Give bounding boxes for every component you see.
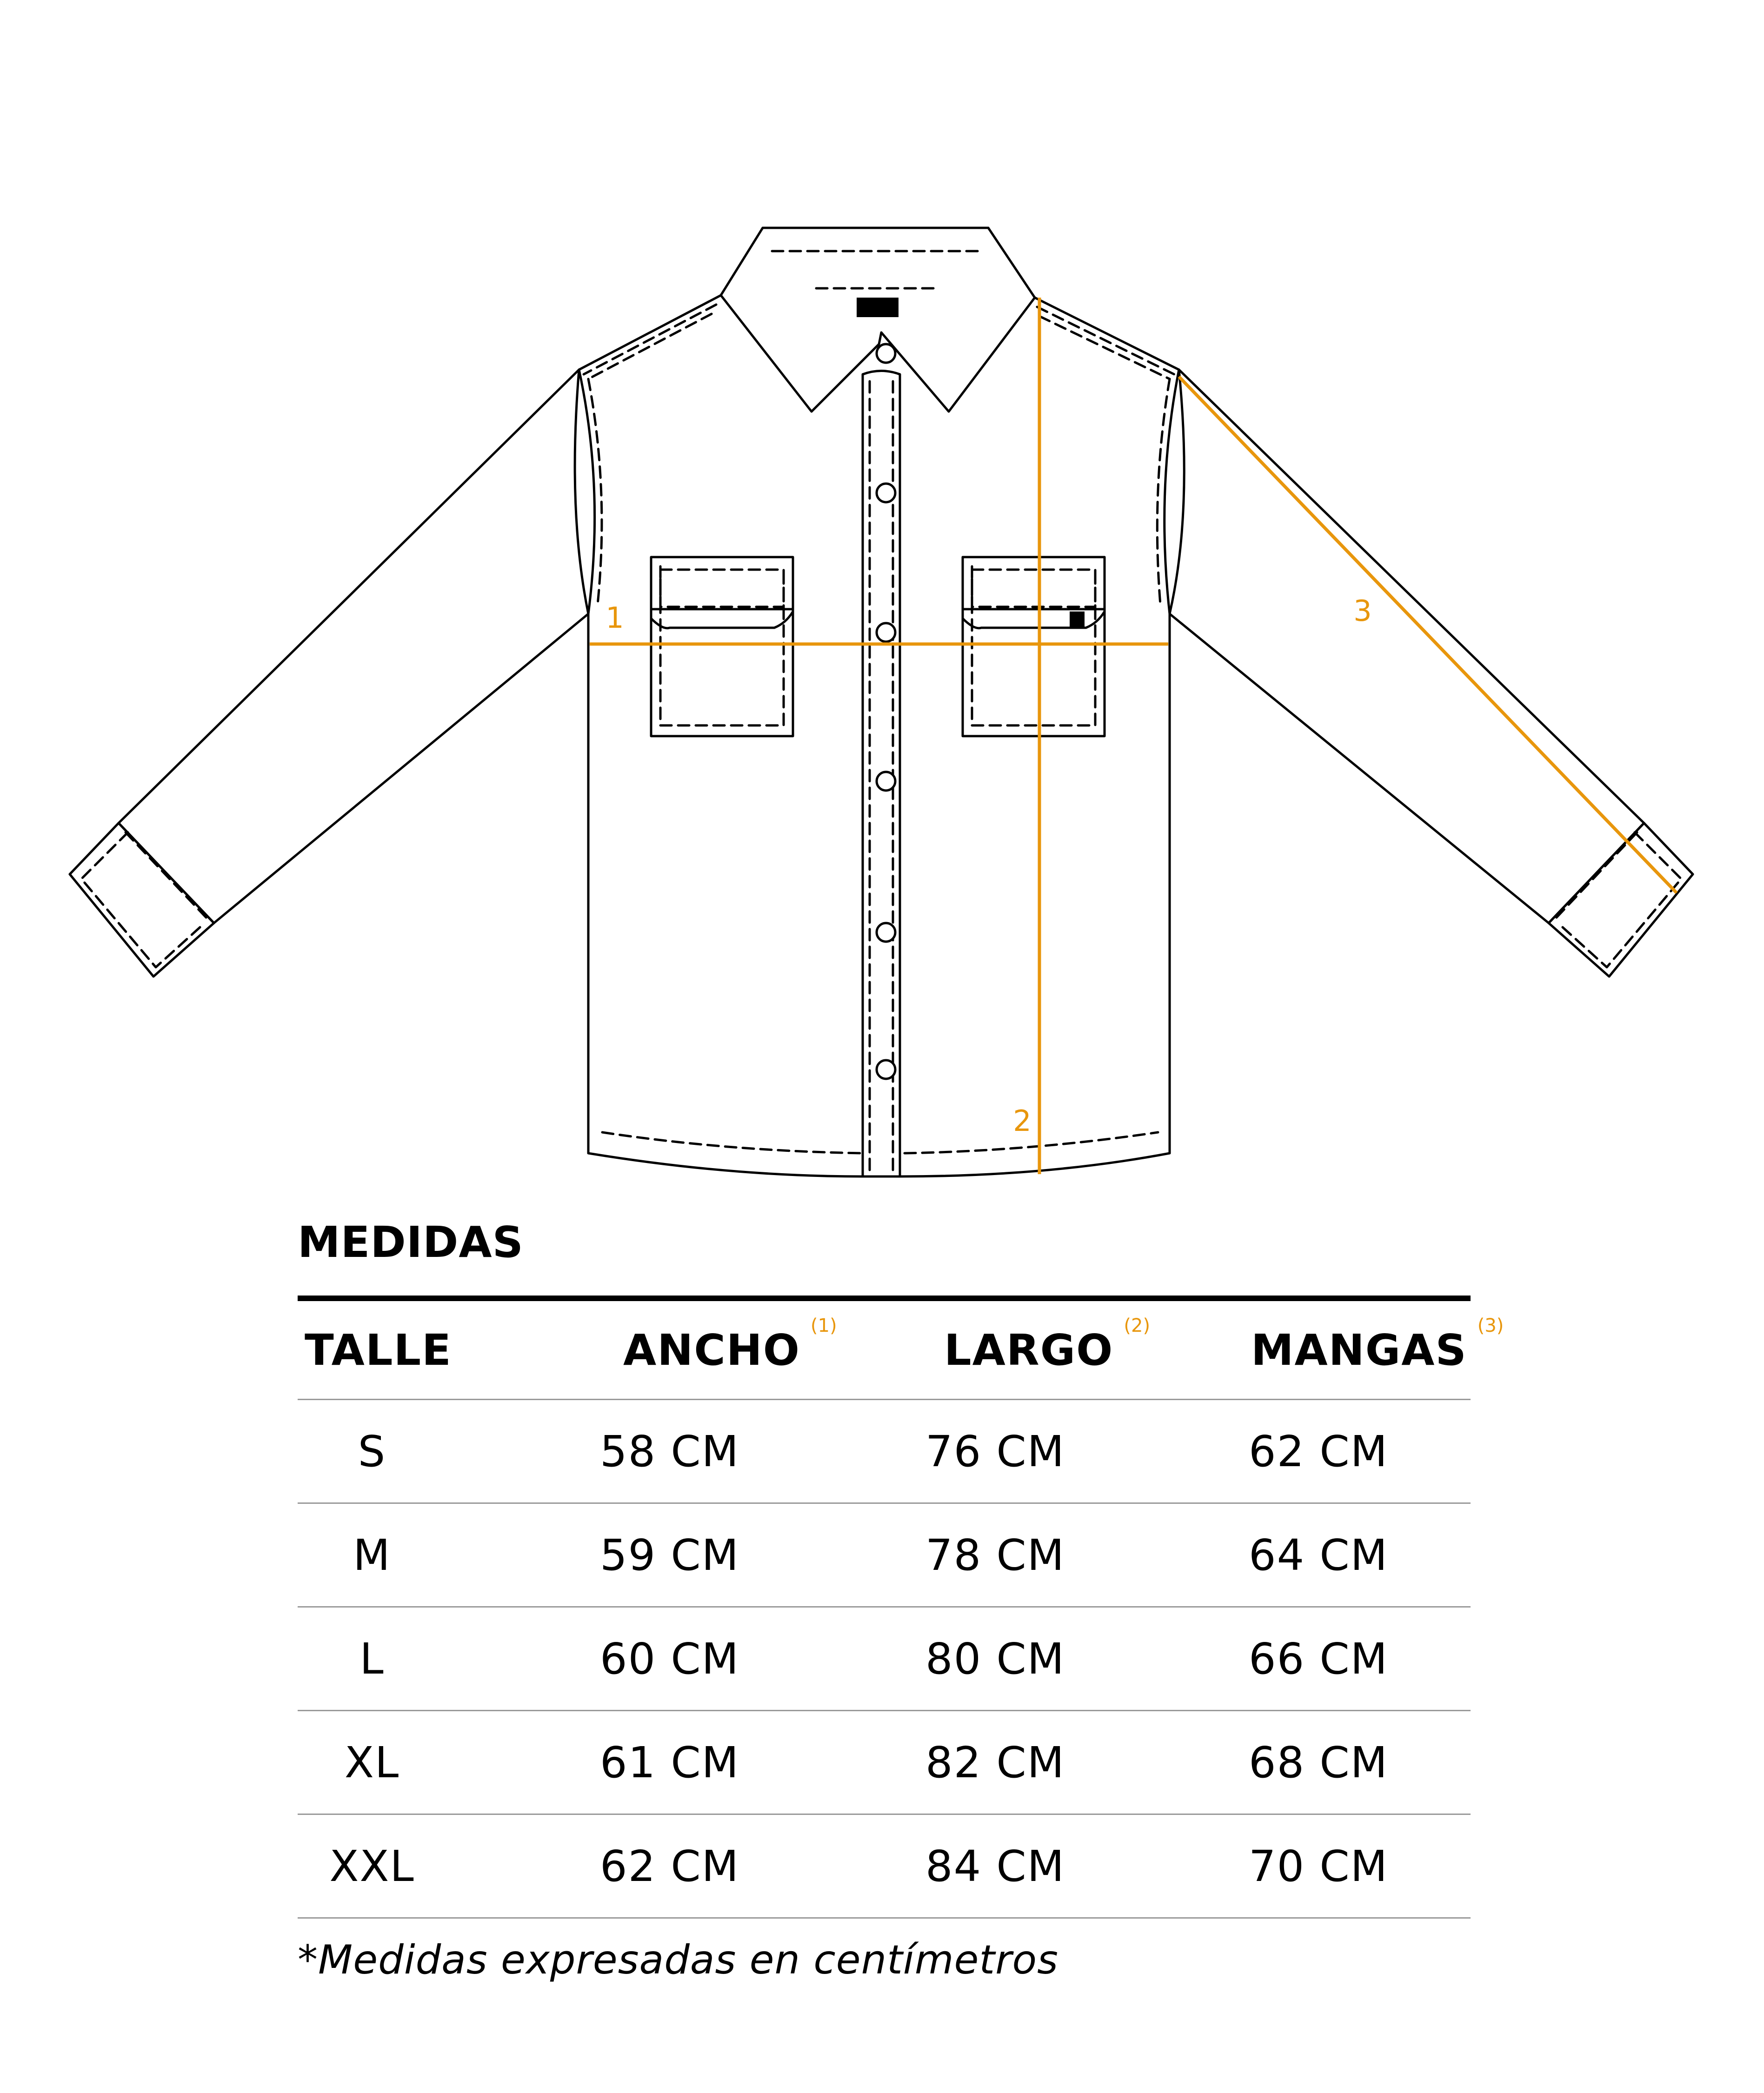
sleeve-cell: 62 CM [1249, 1426, 1388, 1476]
header-note-ancho: (1) [810, 1315, 837, 1336]
measure-label-2: 2 [1013, 1104, 1032, 1138]
length-cell: 76 CM [925, 1426, 1065, 1476]
header-label-mangas: MANGAS [1251, 1325, 1467, 1375]
header-cell [944, 1301, 1150, 1399]
header-label-ancho: ANCHO [623, 1325, 800, 1375]
header-cell [1251, 1301, 1504, 1399]
measure-label-1: 1 [606, 601, 624, 635]
header-cell [298, 1301, 453, 1399]
header-note-mangas: (3) [1477, 1315, 1504, 1336]
size-cell: XXL [329, 1841, 415, 1891]
left-sleeve [119, 370, 588, 923]
header-cell [623, 1301, 837, 1399]
header-label-largo: LARGO [944, 1325, 1114, 1375]
sleeve-cell: 66 CM [1249, 1634, 1388, 1684]
width-cell: 60 CM [600, 1634, 739, 1684]
length-cell: 84 CM [925, 1841, 1065, 1891]
table-row [298, 1504, 1471, 1608]
table-row [298, 1815, 1471, 1919]
width-cell: 61 CM [600, 1737, 739, 1787]
table-header-row [298, 1301, 1504, 1400]
left-pocket [651, 557, 793, 736]
measure-line-sleeve [1179, 377, 1677, 893]
width-cell: 59 CM [600, 1530, 739, 1580]
size-table [298, 1301, 1504, 1919]
table-row [298, 1400, 1471, 1504]
size-cell: M [353, 1530, 391, 1580]
length-cell: 82 CM [925, 1737, 1065, 1787]
size-cell: XL [344, 1737, 400, 1787]
table-row [298, 1608, 1471, 1711]
size-cell: S [358, 1426, 386, 1476]
sleeve-cell: 70 CM [1249, 1841, 1388, 1891]
section-title: MEDIDAS [298, 1217, 524, 1267]
size-cell: L [359, 1634, 385, 1684]
sleeve-cell: 68 CM [1249, 1737, 1388, 1787]
sleeve-cell: 64 CM [1249, 1530, 1388, 1580]
length-cell: 78 CM [925, 1530, 1065, 1580]
right-sleeve [1170, 370, 1644, 923]
header-note-largo: (2) [1124, 1315, 1151, 1336]
table-row [298, 1711, 1471, 1815]
width-cell: 62 CM [600, 1841, 739, 1891]
footnote: *Medidas expresadas en centímetros [298, 1937, 1058, 1983]
collar [721, 228, 1035, 412]
title-divider [298, 1296, 1471, 1301]
right-pocket [963, 557, 1105, 736]
measure-label-3: 3 [1353, 594, 1372, 628]
length-cell: 80 CM [925, 1634, 1065, 1684]
header-label-talle: TALLE [305, 1325, 452, 1375]
width-cell: 58 CM [600, 1426, 739, 1476]
